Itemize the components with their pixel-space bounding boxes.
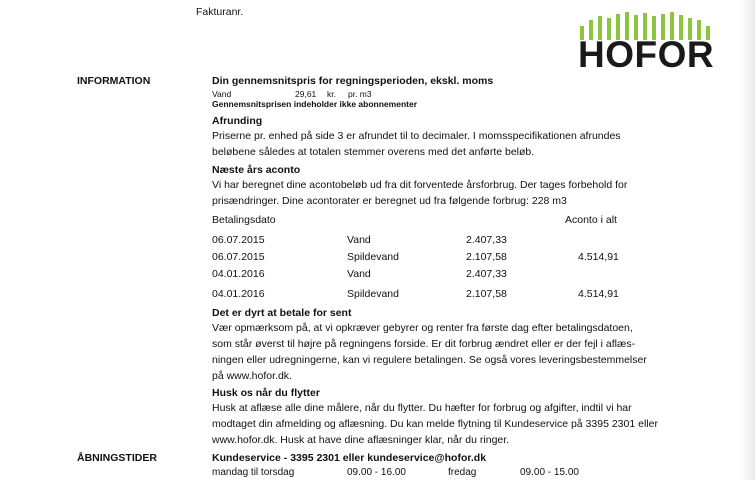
aconto-heading: Næste års aconto	[212, 164, 301, 176]
avg-price-note: Gennemsnitsprisen indeholder ikke abonnementer	[212, 99, 417, 109]
moving-line-3: www.hofor.dk. Husk at have dine aflæsninger klar, når du ringer.	[212, 434, 510, 446]
page-edge-shadow	[741, 0, 755, 480]
aconto-total: 4.514,91	[578, 251, 619, 263]
late-heading: Det er dyrt at betale for sent	[212, 307, 352, 319]
aconto-amount: 2.407,33	[466, 268, 507, 280]
aconto-col-date: Betalingsdato	[212, 214, 276, 226]
aconto-date: 06.07.2015	[212, 251, 265, 263]
moving-line-2: modtaget din afmelding og aflæsning. Du kan melde flytning til Kundeservice på 3395 2301 eller	[212, 418, 658, 430]
hofor-logo	[574, 12, 715, 75]
moving-heading: Husk os når du flytter	[212, 387, 320, 399]
aconto-line-2: prisændringer. Dine acontorater er beregnet ud fra følgende forbrug: 228 m3	[212, 195, 567, 207]
weekdays-label: mandag til torsdag	[212, 467, 295, 478]
rounding-line-1: Priserne pr. enhed på side 3 er afrundet til to decimaler. I momsspecifikationen afrundes	[212, 130, 621, 142]
rounding-heading: Afrunding	[212, 115, 263, 127]
rounding-line-2: beløbene således at totalen stemmer overens med det anførte beløb.	[212, 146, 535, 158]
section-label-hours: ÅBNINGSTIDER	[77, 452, 157, 464]
aconto-line-1: Vi har beregnet dine acontobeløb ud fra dit forventede årsforbrug. Der tages forbehold for	[212, 179, 628, 191]
avg-price-unit-kr: kr.	[327, 89, 336, 99]
aconto-total: 4.514,91	[578, 288, 619, 300]
aconto-date: 04.01.2016	[212, 288, 265, 300]
aconto-col-total: Aconto i alt	[565, 214, 617, 226]
avg-price-heading: Din gennemsnitspris for regningsperioden, ekskl. moms	[212, 75, 494, 87]
avg-price-value: 29,61	[295, 89, 317, 99]
friday-label: fredag	[448, 467, 477, 478]
aconto-amount: 2.107,58	[466, 251, 507, 263]
aconto-date: 04.01.2016	[212, 268, 265, 280]
aconto-type: Spildevand	[347, 251, 399, 263]
aconto-type: Vand	[347, 234, 371, 246]
contact-line: Kundeservice - 3395 2301 eller kundeservice@hofor.dk	[212, 452, 487, 464]
late-line-3: ningen eller udregningerne, kan vi regulere betalingen. Se også vores leveringsbestemmelser	[212, 354, 647, 366]
aconto-date: 06.07.2015	[212, 234, 265, 246]
section-label-information: INFORMATION	[77, 75, 151, 87]
late-line-4: på www.hofor.dk.	[212, 370, 292, 382]
late-line-1: Vær opmærksom på, at vi opkræver gebyrer og renter fra første dag efter betalingsdatoen,	[212, 322, 633, 334]
aconto-type: Spildevand	[347, 288, 399, 300]
late-line-2: som står øverst til højre på regningens forside. Er dit forbrug ændret eller er der fejl i aflæs-	[212, 338, 636, 350]
logo-text: HOFOR	[578, 34, 715, 75]
fakturanr-label: Fakturanr.	[196, 6, 244, 18]
aconto-amount: 2.107,58	[466, 288, 507, 300]
avg-price-item: Vand	[212, 89, 232, 99]
weekdays-time: 09.00 - 16.00	[347, 467, 406, 478]
moving-line-1: Husk at aflæse alle dine målere, når du flytter. Du hæfter for forbrug og afgifter, indtil vi har	[212, 402, 632, 414]
avg-price-unit-m3: pr. m3	[348, 89, 372, 99]
friday-time: 09.00 - 15.00	[520, 467, 579, 478]
aconto-amount: 2.407,33	[466, 234, 507, 246]
aconto-type: Vand	[347, 268, 371, 280]
